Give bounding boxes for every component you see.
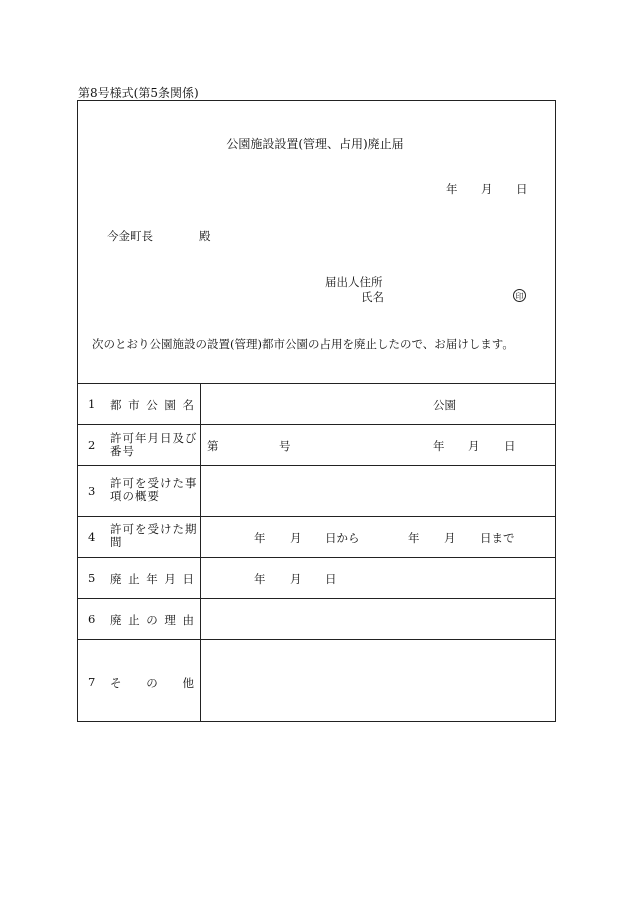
period-from-year: 年 (254, 531, 266, 545)
addressee-honorific: 殿 (199, 229, 211, 243)
row-label-permit-summary: 許可を受けた事項の概要 (110, 476, 198, 503)
applicant-name-label: 氏名 (361, 290, 384, 304)
period-from-month: 月 (290, 531, 302, 545)
abolition-day: 日 (325, 572, 337, 586)
row-number: 4 (88, 530, 96, 544)
permit-go: 号 (279, 439, 291, 453)
column-divider (200, 383, 201, 722)
row-label-permit-period: 許可を受けた期間 (110, 522, 198, 549)
addressee-name: 今金町長 (107, 229, 153, 243)
period-to-year: 年 (408, 531, 420, 545)
form-title: 公園施設設置(管理、占用)廃止届 (226, 137, 404, 151)
permit-month: 月 (468, 439, 480, 453)
date-day: 日 (516, 182, 528, 196)
row-divider (77, 639, 556, 640)
seal-mark: 印 (513, 289, 526, 302)
row-label-abolition-reason: 廃 止 の 理 由 (110, 613, 194, 627)
permit-day: 日 (504, 439, 516, 453)
row-number: 2 (88, 438, 96, 452)
row-divider (77, 516, 556, 517)
row-label-permit-date-number: 許可年月日及び番号 (110, 431, 198, 458)
applicant-address-label: 届出人住所 (325, 275, 383, 289)
abolition-month: 月 (290, 572, 302, 586)
row-number: 7 (88, 675, 96, 689)
period-to-month: 月 (444, 531, 456, 545)
abolition-year: 年 (254, 572, 266, 586)
permit-dai: 第 (207, 439, 219, 453)
period-to-day: 日まで (480, 531, 515, 545)
date-year: 年 (446, 182, 458, 196)
row-number: 1 (88, 397, 96, 411)
row-divider (77, 383, 556, 384)
permit-year: 年 (433, 439, 445, 453)
row-label-other: そ の 他 (110, 676, 194, 690)
period-from-day: 日から (325, 531, 360, 545)
park-name-value: 公園 (433, 398, 456, 412)
row-number: 6 (88, 612, 96, 626)
row-label-park-name: 都 市 公 園 名 (110, 398, 194, 412)
row-divider (77, 557, 556, 558)
row-divider (77, 465, 556, 466)
form-number-label: 第8号様式(第5条関係) (78, 86, 199, 100)
row-number: 3 (88, 484, 96, 498)
statement-text: 次のとおり公園施設の設置(管理)都市公園の占用を廃止したので、お届けします。 (92, 337, 514, 351)
row-label-abolition-date: 廃 止 年 月 日 (110, 572, 194, 586)
row-number: 5 (88, 571, 96, 585)
date-month: 月 (481, 182, 493, 196)
row-divider (77, 424, 556, 425)
row-divider (77, 598, 556, 599)
